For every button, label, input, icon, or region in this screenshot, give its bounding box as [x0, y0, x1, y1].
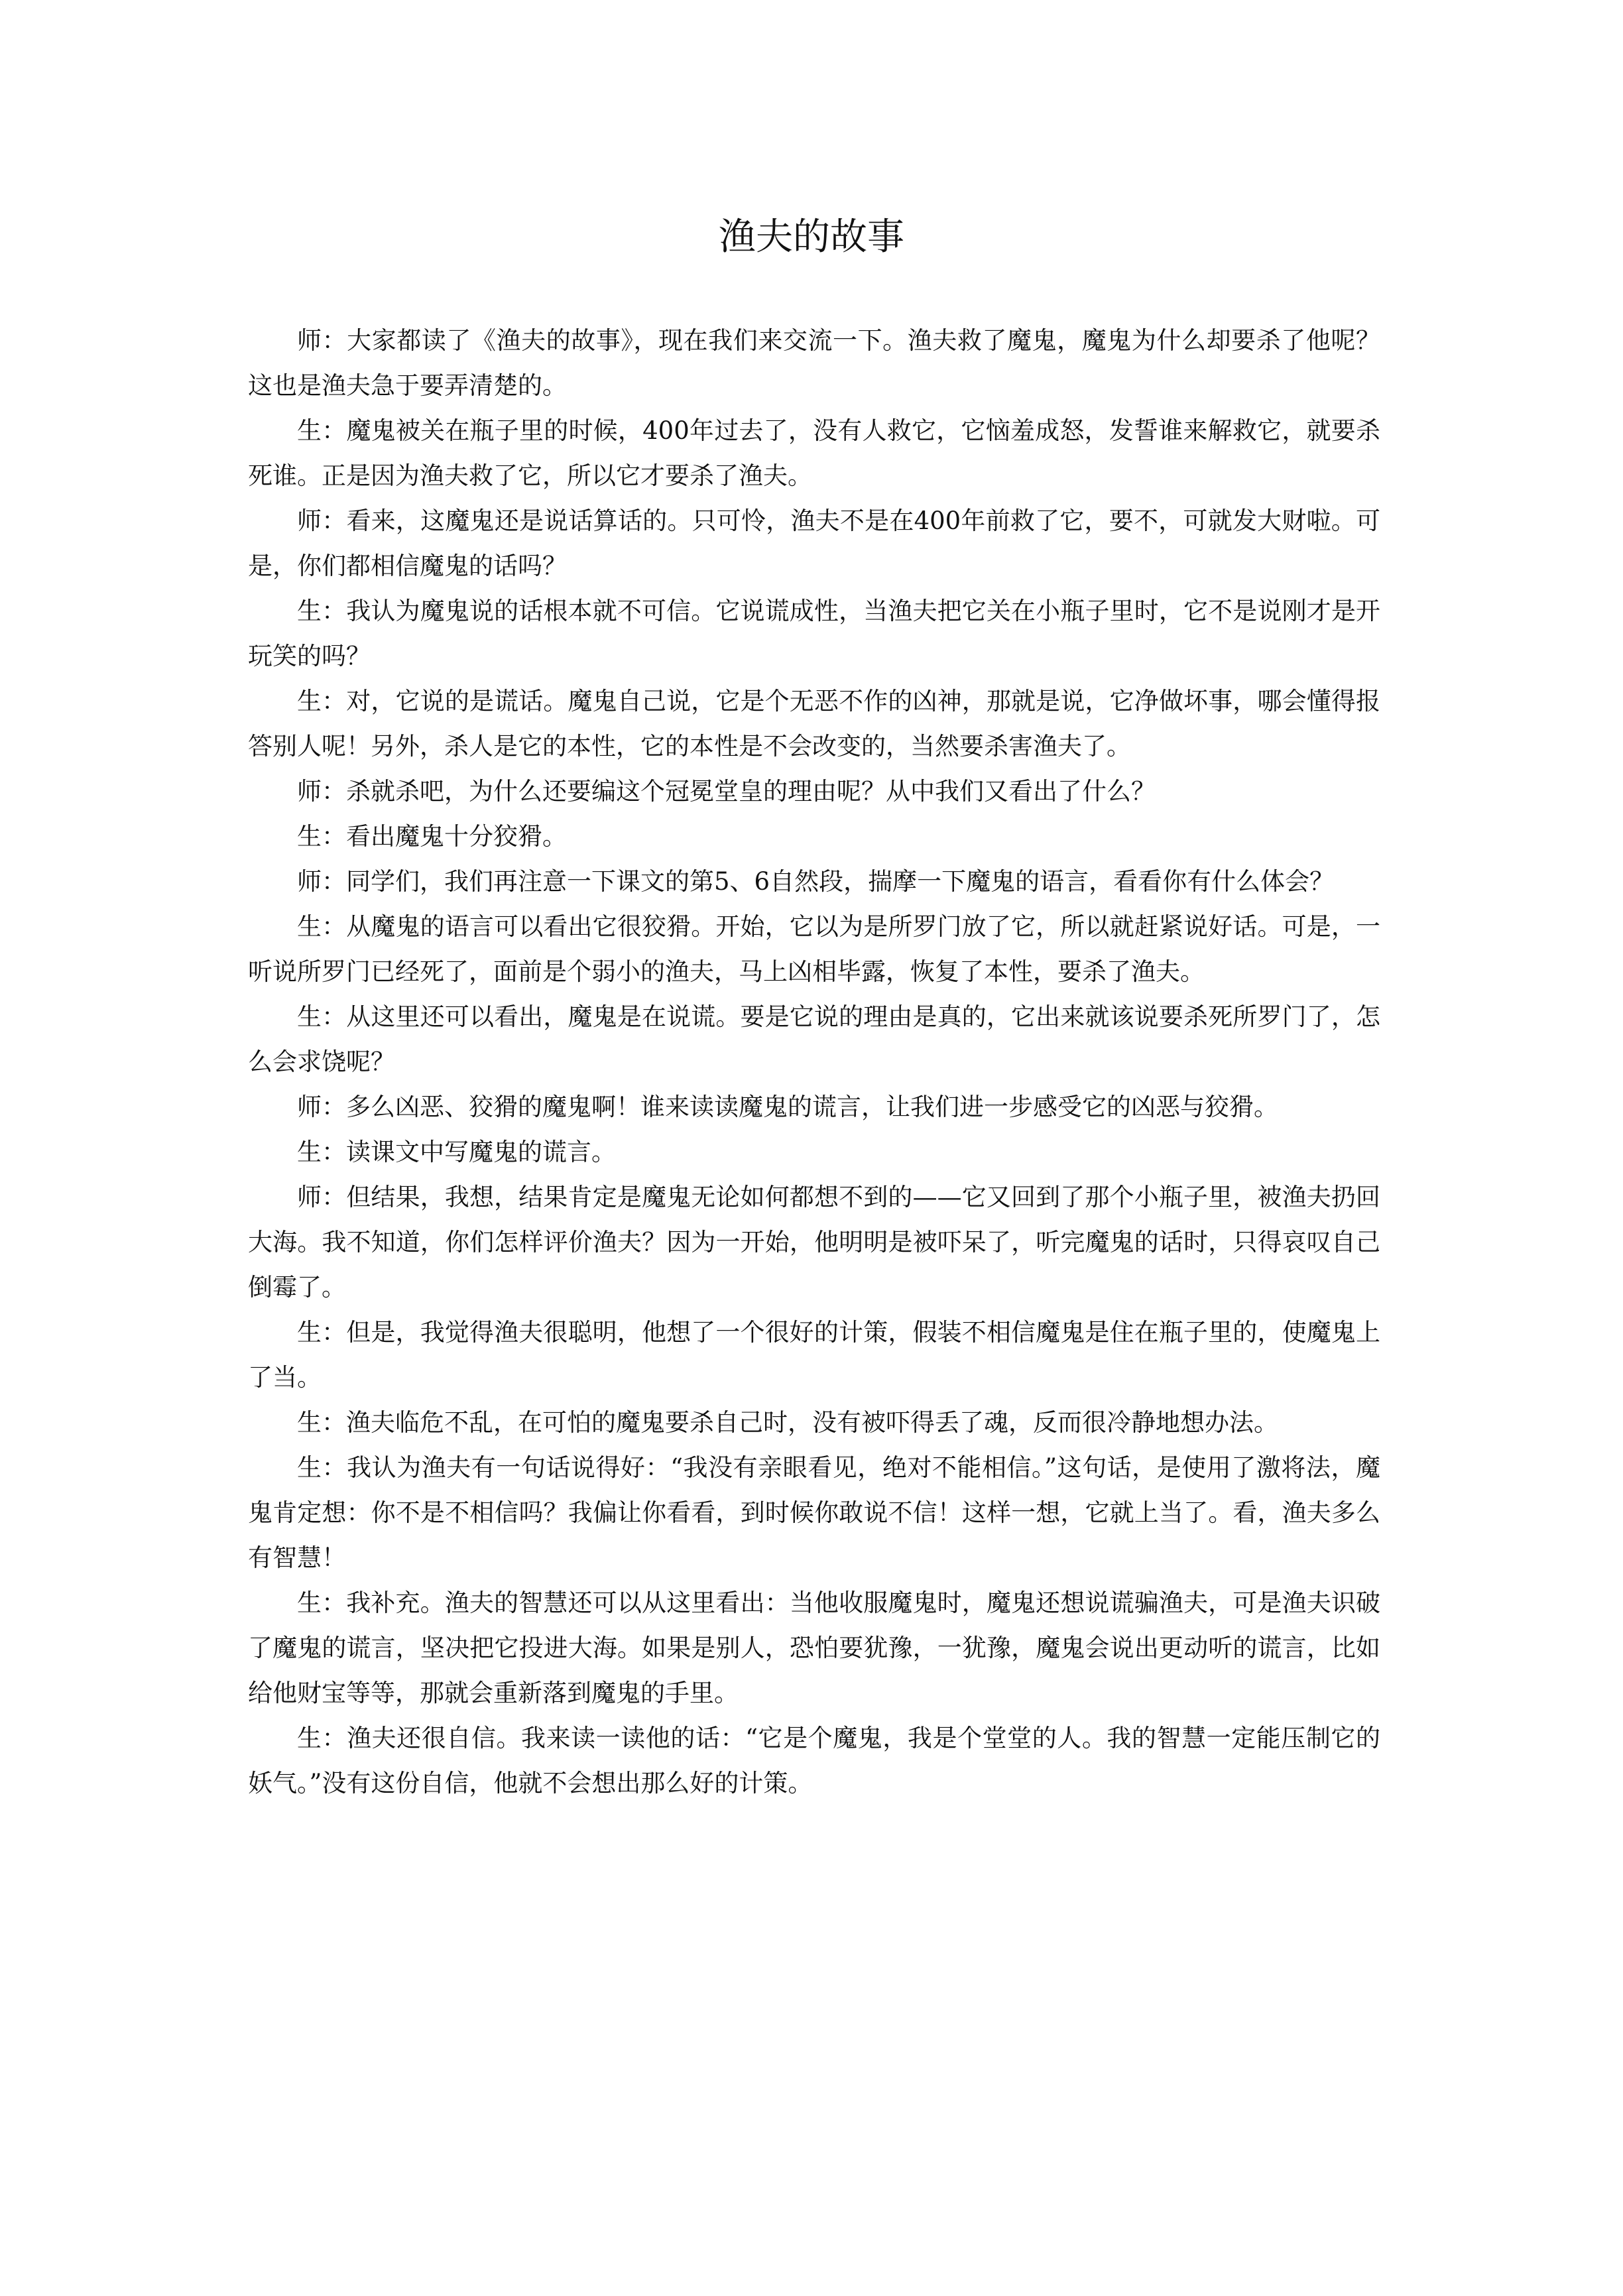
paragraph: 生：我认为魔鬼说的话根本就不可信。它说谎成性，当渔夫把它关在小瓶子里时，它不是说刚才是开玩笑的吗？: [248, 597, 1380, 670]
paragraph: 师：多么凶恶、狡猾的魔鬼啊！谁来读读魔鬼的谎言，让我们进一步感受它的凶恶与狡猾。: [297, 1093, 1278, 1121]
paragraph: 生：对，它说的是谎话。魔鬼自己说，它是个无恶不作的凶神，那就是说，它净做坏事，哪会懂得报答别人呢！另外，杀人是它的本性，它的本性是不会改变的，当然要杀害渔夫了。: [248, 687, 1380, 760]
paragraph: 生：我认为渔夫有一句话说得好：“我没有亲眼看见，绝对不能相信。”这句话，是使用了激将法，魔鬼肯定想：你不是不相信吗？我偏让你看看，到时候你敢说不信！这样一想，它就上当了。看，渔夫多么有智慧！: [248, 1453, 1380, 1572]
document-body: [248, 318, 1380, 1806]
document-title: 渔夫的故事: [719, 215, 904, 259]
paragraph: 生：魔鬼被关在瓶子里的时候，400年过去了，没有人救它，它恼羞成怒，发誓谁来解救它，就要杀死谁。正是因为渔夫救了它，所以它才要杀了渔夫。: [248, 416, 1380, 490]
paragraph: 生：从魔鬼的语言可以看出它很狡猾。开始，它以为是所罗门放了它，所以就赶紧说好话。可是，一听说所罗门已经死了，面前是个弱小的渔夫，马上凶相毕露，恢复了本性，要杀了渔夫。: [248, 912, 1380, 986]
paragraph: 师：大家都读了《渔夫的故事》，现在我们来交流一下。渔夫救了魔鬼，魔鬼为什么却要杀了他呢？这也是渔夫急于要弄清楚的。: [248, 326, 1380, 400]
paragraph: 生：但是，我觉得渔夫很聪明，他想了一个很好的计策，假装不相信魔鬼是住在瓶子里的，使魔鬼上了当。: [248, 1318, 1380, 1392]
paragraph: 师：但结果，我想，结果肯定是魔鬼无论如何都想不到的——它又回到了那个小瓶子里，被渔夫扔回大海。我不知道，你们怎样评价渔夫？因为一开始，他明明是被吓呆了，听完魔鬼的话时，只得哀叹自己倒霉了。: [248, 1183, 1380, 1301]
paragraph: 生：渔夫还很自信。我来读一读他的话：“它是个魔鬼，我是个堂堂的人。我的智慧一定能压制它的妖气。”没有这份自信，他就不会想出那么好的计策。: [248, 1724, 1380, 1797]
paragraph: 生：看出魔鬼十分狡猾。: [297, 822, 567, 851]
paragraph: 生：读课文中写魔鬼的谎言。: [297, 1138, 616, 1166]
paragraph: 生：我补充。渔夫的智慧还可以从这里看出：当他收服魔鬼时，魔鬼还想说谎骗渔夫，可是渔夫识破了魔鬼的谎言，坚决把它投进大海。如果是别人，恐怕要犹豫，一犹豫，魔鬼会说出更动听的谎言，比如给他财宝等等，那就会重新落到魔鬼的手里。: [248, 1589, 1380, 1707]
paragraph: 师：同学们，我们再注意一下课文的第5、6自然段，揣摩一下魔鬼的语言，看看你有什么体会？: [297, 867, 1335, 896]
paragraph: 生：渔夫临危不乱，在可怕的魔鬼要杀自己时，没有被吓得丢了魂，反而很冷静地想办法。: [297, 1408, 1278, 1437]
paragraph: 师：看来，这魔鬼还是说话算话的。只可怜，渔夫不是在400年前救了它，要不，可就发大财啦。可是，你们都相信魔鬼的话吗？: [248, 507, 1380, 580]
paragraph: 师：杀就杀吧，为什么还要编这个冠冕堂皇的理由呢？从中我们又看出了什么？: [297, 777, 1156, 806]
paragraph: 生：从这里还可以看出，魔鬼是在说谎。要是它说的理由是真的，它出来就该说要杀死所罗门了，怎么会求饶呢？: [248, 1002, 1380, 1076]
